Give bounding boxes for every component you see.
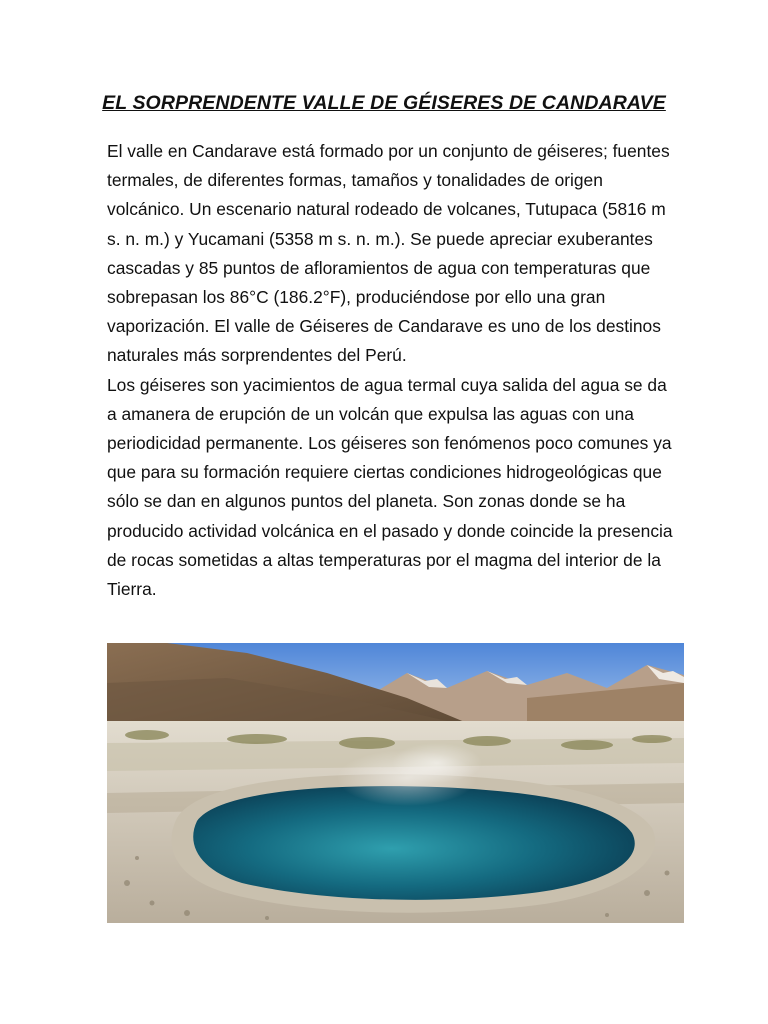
- document-body: [107, 137, 673, 604]
- document-title: EL SORPRENDENTE VALLE DE GÉISERES DE CANDARAVE: [102, 92, 666, 114]
- geyser-photo: [107, 643, 684, 923]
- paragraph: Los géiseres son yacimientos de agua termal cuya salida del agua se da a amanera de erupción de un volcán que expulsa las aguas con una periodicidad permanente. Los géiseres son fenómenos poco comunes ya que para su formación requiere ciertas condiciones hidrogeológicas que sólo se dan en algunos puntos del planeta. Son zonas donde se ha producido actividad volcánica en el pasado y donde coincide la presencia de rocas sometidas a altas temperaturas por el magma del interior de la Tierra.: [107, 374, 673, 600]
- paragraph: El valle en Candarave está formado por un conjunto de géiseres; fuentes termales, de diferentes formas, tamaños y tonalidades de origen volcánico. Un escenario natural rodeado de volcanes, Tutupaca (5816 m s. n. m.) y Yucamani (5358 m s. n. m.). Se puede apreciar exuberantes cascadas y 85 puntos de afloramientos de agua con temperaturas que sobrepasan los 86°C (186.2°F), produciéndose por ello una gran vaporización. El valle de Géiseres de Candarave es uno de los destinos naturales más sorprendentes del Perú.: [107, 141, 670, 366]
